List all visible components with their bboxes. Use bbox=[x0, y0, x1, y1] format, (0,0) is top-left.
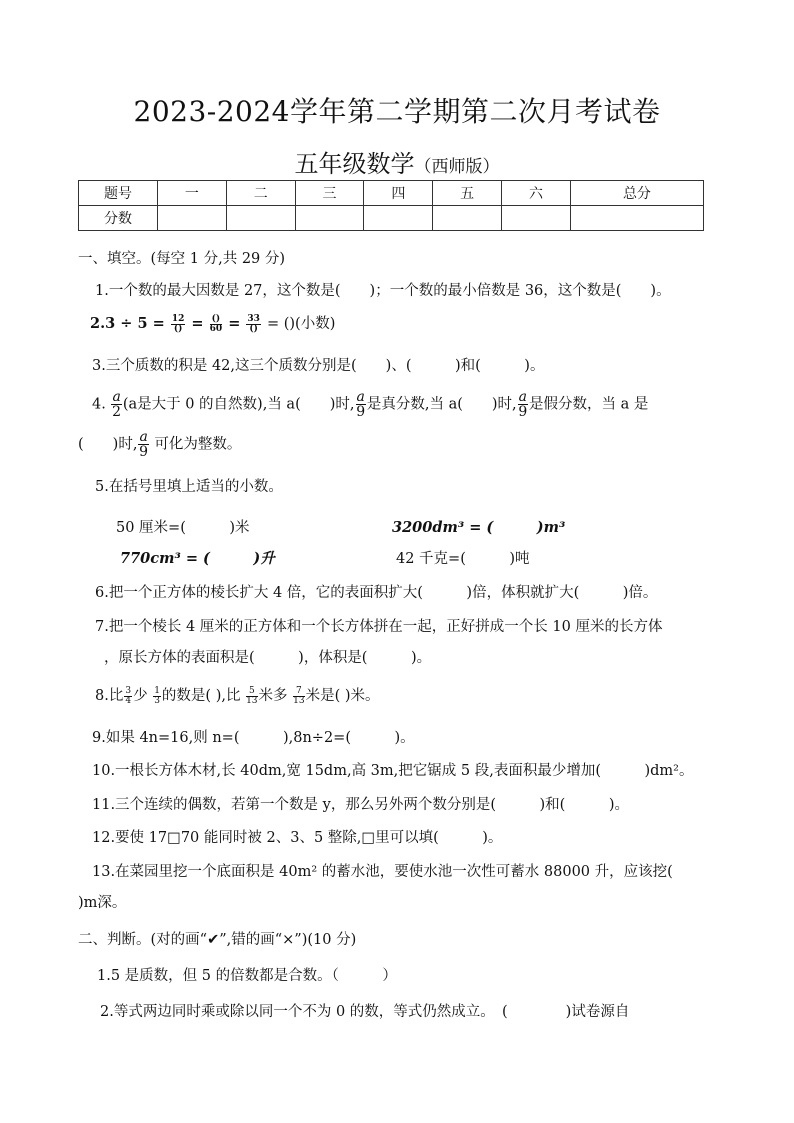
q8-f2-numerator: 1 bbox=[154, 685, 160, 696]
edition-label: （西师版） bbox=[414, 157, 500, 177]
score-header-cell: 二 bbox=[226, 181, 295, 206]
score-header-cell: 四 bbox=[364, 181, 433, 206]
q2-f1-numerator: 12 bbox=[171, 313, 185, 324]
q4-text-3: 是假分数，当 a 是 bbox=[529, 396, 649, 413]
q8-f2-denominator: 3 bbox=[154, 695, 160, 706]
q8-f1-denominator: 4 bbox=[125, 695, 132, 706]
question-5-b: 3200dm³ = ( )m³ bbox=[392, 519, 566, 536]
q4-numerator: a bbox=[518, 389, 528, 405]
q4-denominator: 9 bbox=[356, 404, 366, 420]
q8-fraction-4 bbox=[293, 687, 304, 706]
q8-fraction-2 bbox=[153, 687, 161, 706]
subject-name: 五年级数学 bbox=[294, 150, 415, 178]
q4-denominator: 9 bbox=[139, 444, 149, 460]
q2-prefix: 2.3 ÷ 5 = bbox=[90, 315, 165, 332]
question-5-stem: 5.在括号里填上适当的小数。 bbox=[95, 479, 283, 495]
q8-text-4: 米多 bbox=[258, 688, 288, 704]
question-8 bbox=[95, 686, 380, 706]
question-5-c: 770cm³ = ( )升 bbox=[120, 550, 275, 567]
score-header-cell: 总分 bbox=[570, 181, 703, 206]
score-row-label: 分数 bbox=[79, 206, 158, 231]
q2-fraction-1 bbox=[171, 315, 186, 334]
section1-heading: 一、填空。(每空 1 分,共 29 分) bbox=[78, 251, 286, 267]
q4-fraction-a-over-2 bbox=[111, 390, 121, 419]
question-6: 6.把一个正方体的棱长扩大 4 倍，它的表面积扩大( )倍，体积就扩大( )倍。 bbox=[95, 585, 658, 601]
q4-number: 4. bbox=[92, 396, 106, 413]
question-13-line-1: 13.在菜园里挖一个底面积是 40m² 的蓄水池，要使水池一次性可蓄水 88000 升，应该挖( bbox=[92, 864, 673, 880]
question-12: 12.要使 17□70 能同时被 2、3、5 整除,□里可以填( )。 bbox=[92, 830, 503, 846]
question-3: 3.三个质数的积是 42,这三个质数分别是( )、( )和( )。 bbox=[92, 358, 545, 374]
question-4-line-2 bbox=[78, 430, 241, 459]
question-5-a: 50 厘米=( )米 bbox=[116, 520, 250, 536]
q4-numerator: a bbox=[139, 429, 148, 445]
score-cell[interactable] bbox=[295, 206, 364, 231]
q2-fraction-3 bbox=[246, 315, 261, 334]
q2-f2-numerator: () bbox=[211, 313, 221, 324]
q8-fraction-3 bbox=[246, 687, 257, 706]
score-header-cell: 五 bbox=[433, 181, 502, 206]
question-5-d: 42 千克=( )吨 bbox=[396, 551, 530, 567]
question-1: 1.一个数的最大因数是 27，这个数是( )；一个数的最小倍数是 36，这个数是( )。 bbox=[95, 283, 671, 299]
q4-text-1: (a是大于 0 的自然数),当 a( )时, bbox=[122, 396, 355, 413]
score-table-header-row bbox=[79, 181, 704, 206]
q2-suffix: = ()(小数) bbox=[266, 316, 336, 332]
score-header-cell: 三 bbox=[295, 181, 364, 206]
q2-f3-denominator: () bbox=[249, 323, 258, 334]
q4-denominator: 2 bbox=[112, 404, 122, 420]
q8-f4-numerator: 7 bbox=[293, 687, 304, 697]
score-cell[interactable] bbox=[570, 206, 703, 231]
question-7-line-2: ，原长方体的表面积是( )，体积是( )。 bbox=[104, 650, 432, 666]
score-cell[interactable] bbox=[364, 206, 433, 231]
question-9: 9.如果 4n=16,则 n=( ),8n÷2=( )。 bbox=[92, 730, 415, 746]
question-11: 11.三个连续的偶数，若第一个数是 y，那么另外两个数分别是( )和( )。 bbox=[92, 797, 629, 813]
q8-text-1: 8.比 bbox=[95, 688, 124, 704]
q4-text-5: 可化为整数。 bbox=[154, 436, 242, 453]
q4-numerator: a bbox=[112, 389, 121, 405]
question-2: 2.3 ÷ 5 = $\frac{12}{()}$ = $\frac{()}{60}$ = $\frac{33}{()}$ = ()(小数) bbox=[90, 313, 336, 334]
question-7-line-1: 7.把一个棱长 4 厘米的正方体和一个长方体拼在一起，正好拼成一个长 10 厘米的长方体 bbox=[95, 619, 663, 635]
score-header-cell: 一 bbox=[158, 181, 227, 206]
q4-fraction-a-over-9 bbox=[356, 390, 366, 419]
q8-text-5: 米是( )米。 bbox=[305, 688, 380, 704]
score-header-cell: 六 bbox=[502, 181, 571, 206]
judgement-2: 2.等式两边同时乘或除以同一个不为 0 的数，等式仍然成立。 ( )试卷源自 bbox=[100, 1004, 630, 1020]
q8-f3-denominator: 13 bbox=[246, 695, 258, 706]
score-cell[interactable] bbox=[433, 206, 502, 231]
exam-subtitle bbox=[0, 144, 794, 179]
q4-text-2: 是真分数,当 a( )时, bbox=[366, 396, 517, 413]
q2-f3-numerator: 33 bbox=[247, 313, 260, 324]
q2-fraction-2 bbox=[210, 315, 223, 334]
score-table bbox=[78, 180, 704, 231]
q8-fraction-1 bbox=[124, 687, 132, 706]
q4-text-4: ( )时, bbox=[78, 436, 138, 453]
exam-title: 2023-2024学年第二学期第二次月考试卷 bbox=[133, 95, 661, 128]
q4-fraction-a-over-9 bbox=[138, 430, 148, 459]
section2-heading: 二、判断。(对的画“✔”,错的画“×”)(10 分) bbox=[78, 932, 357, 948]
q8-f3-numerator: 5 bbox=[246, 687, 257, 697]
q4-fraction-a-over-9 bbox=[518, 390, 528, 419]
q8-f4-denominator: 13 bbox=[293, 695, 305, 706]
question-10: 10.一根长方体木材,长 40dm,宽 15dm,高 3m,把它锯成 5 段,表面积最少增加( )dm²。 bbox=[92, 763, 694, 779]
score-cell[interactable] bbox=[502, 206, 571, 231]
score-table-score-row bbox=[79, 206, 704, 231]
q8-text-3: 的数是( ),比 bbox=[161, 688, 241, 704]
judgement-1: 1.5 是质数，但 5 的倍数都是合数。（ ） bbox=[97, 968, 397, 984]
q2-f1-denominator: () bbox=[173, 323, 183, 334]
q4-numerator: a bbox=[356, 389, 365, 405]
q4-denominator: 9 bbox=[518, 404, 528, 420]
q8-text-2: 少 bbox=[133, 688, 148, 704]
question-4-line-1 bbox=[92, 390, 648, 419]
question-13-line-2: )m深。 bbox=[78, 895, 127, 911]
score-cell[interactable] bbox=[226, 206, 295, 231]
score-cell[interactable] bbox=[158, 206, 227, 231]
score-header-cell: 题号 bbox=[79, 181, 158, 206]
q8-f1-numerator: 3 bbox=[125, 685, 132, 696]
q2-f2-denominator: 60 bbox=[209, 323, 223, 334]
